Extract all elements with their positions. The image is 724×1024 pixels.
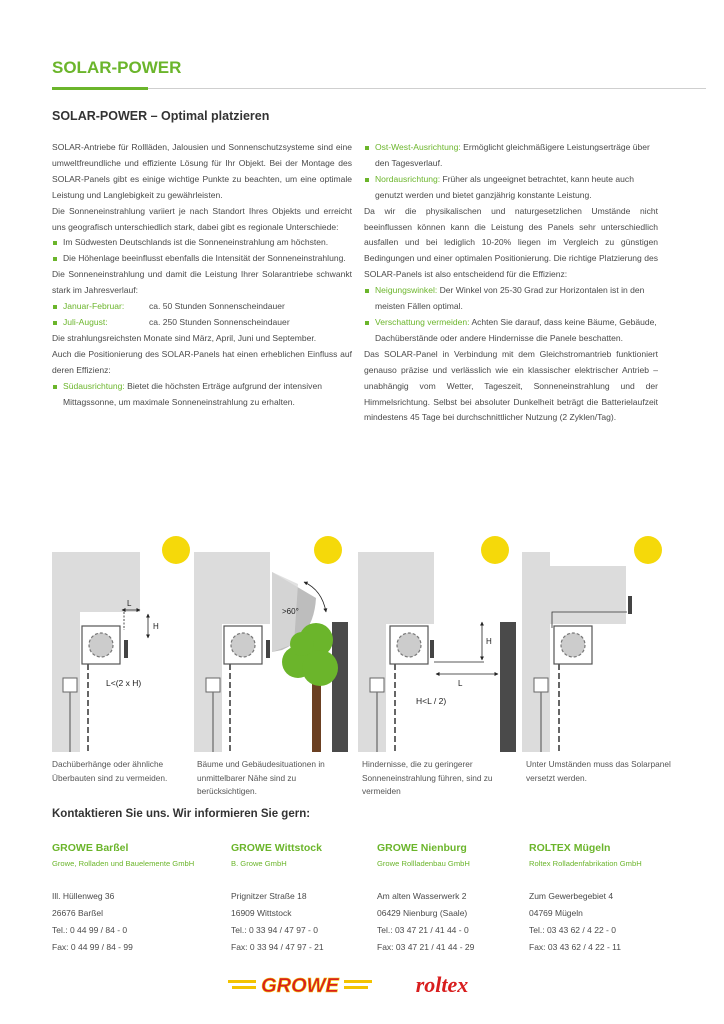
bullet-label: Neigungswinkel: — [375, 285, 438, 296]
roller-shaft — [89, 633, 113, 657]
company-legal-name: B. Growe GmbH — [231, 859, 287, 868]
bullet-label: Nordausrichtung: — [375, 173, 441, 184]
fax: Fax: 03 43 62 / 4 22 - 11 — [529, 942, 621, 952]
roller-shaft — [561, 633, 585, 657]
solar-panel — [124, 640, 128, 658]
bullet-jan-feb — [52, 299, 352, 315]
fax: Fax: 0 33 94 / 47 97 - 21 — [231, 942, 324, 952]
building-wall — [522, 552, 550, 752]
season-value: ca. 250 Stunden Sonnenscheindauer — [149, 316, 290, 327]
label-h: H — [153, 622, 159, 631]
company-address — [377, 888, 474, 956]
label-l: L — [127, 599, 132, 608]
window-handle — [63, 678, 77, 692]
phone: Tel.: 03 43 62 / 4 22 - 0 — [529, 925, 616, 935]
formula-label: H<L / 2) — [416, 696, 447, 706]
diagram-overhang — [52, 536, 190, 752]
city: 16909 Wittstock — [231, 908, 292, 918]
solar-panel — [430, 640, 434, 658]
growe-wordmark: GROWE — [261, 975, 339, 997]
phone: Tel.: 0 44 99 / 84 - 0 — [52, 925, 128, 935]
obstacle-wall — [500, 622, 516, 752]
contact-card-wittstock — [231, 841, 324, 956]
bullet-north — [364, 172, 658, 204]
company-legal-name: Growe Rollladenbau GmbH — [377, 859, 470, 868]
street: Prignitzer Straße 18 — [231, 891, 307, 901]
label-h: H — [486, 637, 492, 646]
diagram-obstacle — [358, 536, 516, 752]
building-wall — [52, 552, 80, 752]
bullet-jul-aug — [52, 315, 352, 331]
solar-panel — [266, 640, 270, 658]
roller-shaft — [231, 633, 255, 657]
company-legal-name: Roltex Rolladenfabrikation GmbH — [529, 859, 642, 868]
seasonal-paragraph: Die Sonneneinstrahlung und damit die Leistung Ihrer Solarantriebe schwankt stark im Jahresverlauf: — [52, 269, 352, 296]
company-name: GROWE Nienburg — [377, 842, 467, 854]
roller-shaft — [397, 633, 421, 657]
left-text-column — [52, 140, 352, 410]
roltex-wordmark: roltex — [415, 972, 469, 997]
bullet-altitude: Die Höhenlage beeinflusst ebenfalls die Intensität der Sonneneinstrahlung. — [52, 251, 352, 267]
bullet-label: Südausrichtung: — [63, 380, 125, 391]
fax: Fax: 03 47 21 / 41 44 - 29 — [377, 942, 475, 952]
caption-tree: Bäume und Gebäudesituationen in unmittelbarer Nähe sind zu berücksichtigen. — [197, 759, 325, 796]
radiation-paragraph: Die Sonneneinstrahlung variiert je nach Standort Ihres Objekts und erreicht uns geografisch unterschiedlich stark, dabei gibt es regionale Unterschiede: — [52, 205, 352, 232]
positioning-paragraph: Auch die Positionierung des SOLAR-Panels hat einen erheblichen Einfluss auf deren Effizienz: — [52, 348, 352, 375]
building-wall-top — [522, 552, 550, 568]
footer-logos — [220, 962, 520, 1002]
street: Ill. Hüllenweg 36 — [52, 891, 115, 901]
bullet-label: Verschattung vermeiden: — [375, 316, 470, 327]
title-divider — [52, 88, 706, 89]
season-value: ca. 50 Stunden Sonnenscheindauer — [149, 301, 285, 312]
bullet-label: Ost-West-Ausrichtung: — [375, 142, 461, 152]
caption-obstacle: Hindernisse, die zu geringerer Sonneneinstrahlung führen, sind zu vermeiden — [362, 759, 493, 796]
contact-heading: Kontaktieren Sie uns. Wir informieren Sie gern: — [52, 808, 311, 820]
company-address — [529, 888, 642, 956]
battery-paragraph: Das SOLAR-Panel in Verbindung mit dem Gleichstromantrieb funktioniert genauso präzise und verlässlich wie ein klassischer elektrischer Antrieb – unabhängig vom Wetter, Tageszeit, Sonneneinstrahlung und der Himmelsrichtung. Selbst bei absoluter Dunkelheit beträgt die Batterielaufzeit mindestens 45 Tage bei durchschnittlicher Nutzung (2 Zyklen/Tag). — [364, 348, 658, 423]
bullet-southwest: Im Südwesten Deutschlands ist die Sonneneinstrahlung am höchsten. — [52, 235, 352, 251]
diagram-relocated — [522, 536, 662, 752]
company-address — [52, 888, 194, 956]
phone: Tel.: 03 47 21 / 41 44 - 0 — [377, 925, 469, 935]
section-heading: SOLAR-POWER – Optimal platzieren — [52, 109, 270, 123]
bullet-tilt — [364, 283, 658, 315]
city: 06429 Nienburg (Saale) — [377, 908, 468, 918]
label-l: L — [458, 679, 463, 688]
intro-paragraph: SOLAR-Antriebe für Rollläden, Jalousien und Sonnenschutzsysteme sind eine umweltfreundliche und effiziente Lösung für Ihr Objekt. Bei der Montage des SOLAR-Panels gibt es einige wichtige Punkte zu beachten, um eine optimale Leistung und Langlebigkeit zu gewährleisten. — [52, 142, 352, 200]
caption-relocated: Unter Umständen muss das Solarpanel versetzt werden. — [526, 759, 671, 783]
diagram-tree — [194, 536, 348, 752]
bullet-text: Ermöglicht gleichmäßigere Leistungserträge über den Tagesverlauf. — [375, 142, 650, 168]
city: 04769 Mügeln — [529, 908, 583, 918]
company-legal-name: Growe, Rolladen und Bauelemente GmbH — [52, 859, 195, 868]
company-name: GROWE Barßel — [52, 842, 129, 854]
sun-icon — [634, 536, 662, 564]
angle-label: >60° — [282, 607, 299, 616]
bullet-east-west — [364, 140, 658, 172]
caption-overhang: Dachüberhänge oder ähnliche Überbauten sind zu vermeiden. — [52, 759, 168, 783]
window-handle — [206, 678, 220, 692]
fax: Fax: 0 44 99 / 84 - 99 — [52, 942, 133, 952]
neighbor-building — [332, 622, 348, 752]
bullet-text: Achten Sie darauf, dass keine Bäume, Gebäude, Dachüberstände oder andere Hindernisse die Panele beschatten. — [375, 316, 657, 343]
bullet-shading — [364, 315, 658, 347]
physics-paragraph: Da wir die physikalischen und naturgesetzlichen Umstände nicht beeinflussen können kann die Leistung des Panels sehr unterschiedlich ausfallen und bei lediglich 10-20% liegen im Vergleich zu günstigen Bedingungen und einer optimalen Positionierung. Die richtige Platzierung des SOLAR-Panels ist also entscheidend für die Effizienz: — [364, 205, 658, 280]
season-label: Januar-Februar: — [63, 301, 125, 312]
overhang-wall — [550, 566, 626, 624]
tree-crown — [302, 650, 338, 686]
right-text-column — [364, 140, 658, 426]
contact-card-nienburg — [377, 841, 474, 956]
months-paragraph: Die strahlungsreichsten Monate sind März, April, Juni und September. — [52, 332, 317, 343]
bullet-text: Bietet die höchsten Erträge aufgrund der intensiven Mittagssonne, um maximale Sonneneinstrahlung zu erhalten. — [63, 380, 322, 407]
bullet-south — [52, 379, 352, 411]
sun-icon — [481, 536, 509, 564]
contact-card-muegeln — [529, 841, 642, 956]
building-wall-lower — [194, 552, 222, 752]
phone: Tel.: 0 33 94 / 47 97 - 0 — [231, 925, 318, 935]
season-label: Juli-August: — [63, 316, 108, 327]
company-address — [231, 888, 324, 956]
window-handle — [534, 678, 548, 692]
growe-logo — [228, 975, 372, 997]
page-title: SOLAR-POWER — [52, 58, 182, 77]
company-name: GROWE Wittstock — [231, 842, 322, 854]
roltex-logo — [416, 972, 469, 997]
window-handle — [370, 678, 384, 692]
tree-trunk — [312, 680, 321, 752]
city: 26676 Barßel — [52, 908, 104, 918]
placement-diagrams — [50, 532, 672, 752]
bullet-text: Der Winkel von 25-30 Grad zur Horizontalen ist in den meisten Fällen optimal. — [375, 285, 645, 312]
street: Am alten Wasserwerk 2 — [377, 891, 467, 901]
solar-panel — [628, 596, 632, 614]
building-wall-lower — [358, 552, 386, 752]
street: Zum Gewerbegebiet 4 — [529, 891, 614, 901]
contact-card-barssel — [52, 841, 194, 956]
sun-icon — [162, 536, 190, 564]
company-name: ROLTEX Mügeln — [529, 842, 611, 854]
tree-crown — [290, 632, 314, 656]
title-accent-bar — [52, 87, 148, 90]
formula-label: L<(2 x H) — [106, 678, 142, 688]
sun-icon — [314, 536, 342, 564]
bullet-text: Früher als ungeeignet betrachtet, kann heute auch genutzt werden und bietet ganzjährig konstante Leistung. — [375, 173, 634, 200]
